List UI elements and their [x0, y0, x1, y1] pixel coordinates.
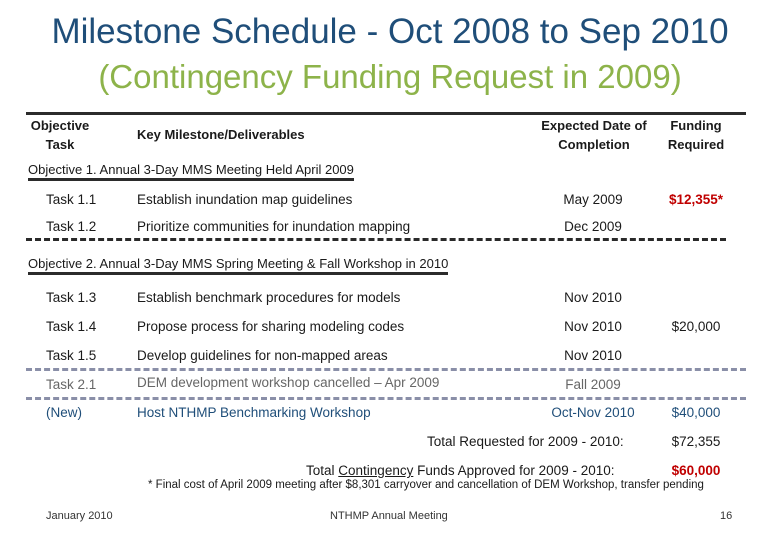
table-row-funding: $12,355*: [668, 192, 724, 207]
title-line-2: (Contingency Funding Request in 2009): [98, 58, 682, 95]
total-approved-value: $60,000: [671, 463, 721, 478]
footnote: * Final cost of April 2009 meeting after $8,301 carryover and cancellation of DEM Workshop, transfer pending: [148, 479, 704, 491]
total-requested-value: $72,355: [671, 434, 721, 449]
footer-event: NTHMP Annual Meeting: [330, 510, 448, 522]
table-row-milestone: Establish benchmark procedures for models: [137, 290, 401, 305]
table-row-date: May 2009: [563, 192, 623, 207]
total-requested-label: Total Requested for 2009 - 2010:: [427, 434, 624, 449]
header-objective-task: Objective Task: [30, 118, 90, 152]
table-row-milestone: Establish inundation map guidelines: [137, 192, 353, 207]
table-row-task: Task 1.2: [46, 219, 97, 234]
table-row-task: Task 1.5: [46, 348, 97, 363]
objective-1-label: Objective 1. Annual 3-Day MMS Meeting Held April 2009: [28, 162, 354, 177]
table-row-task: (New): [46, 405, 82, 420]
row-divider-dashed: [26, 397, 746, 400]
table-row-milestone: Host NTHMP Benchmarking Workshop: [137, 405, 371, 420]
table-row-milestone: DEM development workshop cancelled – Apr 2009: [137, 375, 440, 390]
header-expected-date: Expected Date of Completion: [541, 118, 647, 152]
table-row-task: Task 1.3: [46, 290, 97, 305]
table-row-task: Task 1.1: [46, 192, 97, 207]
table-row-funding: $20,000: [671, 319, 721, 334]
table-row-date: Nov 2010: [564, 290, 622, 305]
total-approved-label: Total Contingency Funds Approved for 2009 - 2010:: [306, 463, 615, 478]
table-row-funding: $40,000: [671, 405, 721, 420]
table-row-task: Task 2.1: [46, 377, 97, 392]
table-row-date: Oct-Nov 2010: [551, 405, 635, 420]
section-divider-dashed: [26, 238, 726, 241]
table-row-milestone: Propose process for sharing modeling codes: [137, 319, 405, 334]
table-row-milestone: Develop guidelines for non-mapped areas: [137, 348, 388, 363]
footer-date: January 2010: [46, 510, 113, 522]
table-row-date: Fall 2009: [565, 377, 621, 392]
header-key-milestone: Key Milestone/Deliverables: [137, 127, 305, 142]
objective-2-label: Objective 2. Annual 3-Day MMS Spring Meeting & Fall Workshop in 2010: [28, 256, 448, 271]
table-row-date: Nov 2010: [564, 319, 622, 334]
header-funding: Funding Required: [667, 118, 725, 152]
table-row-date: Nov 2010: [564, 348, 622, 363]
row-divider-dashed: [26, 368, 746, 371]
header-top-rule: [26, 112, 746, 115]
table-row-milestone: Prioritize communities for inundation mapping: [137, 219, 411, 234]
table-row-date: Dec 2009: [564, 219, 622, 234]
page-number: 16: [720, 510, 733, 522]
title-line-1: Milestone Schedule - Oct 2008 to Sep 2010: [51, 12, 729, 51]
table-row-task: Task 1.4: [46, 319, 97, 334]
